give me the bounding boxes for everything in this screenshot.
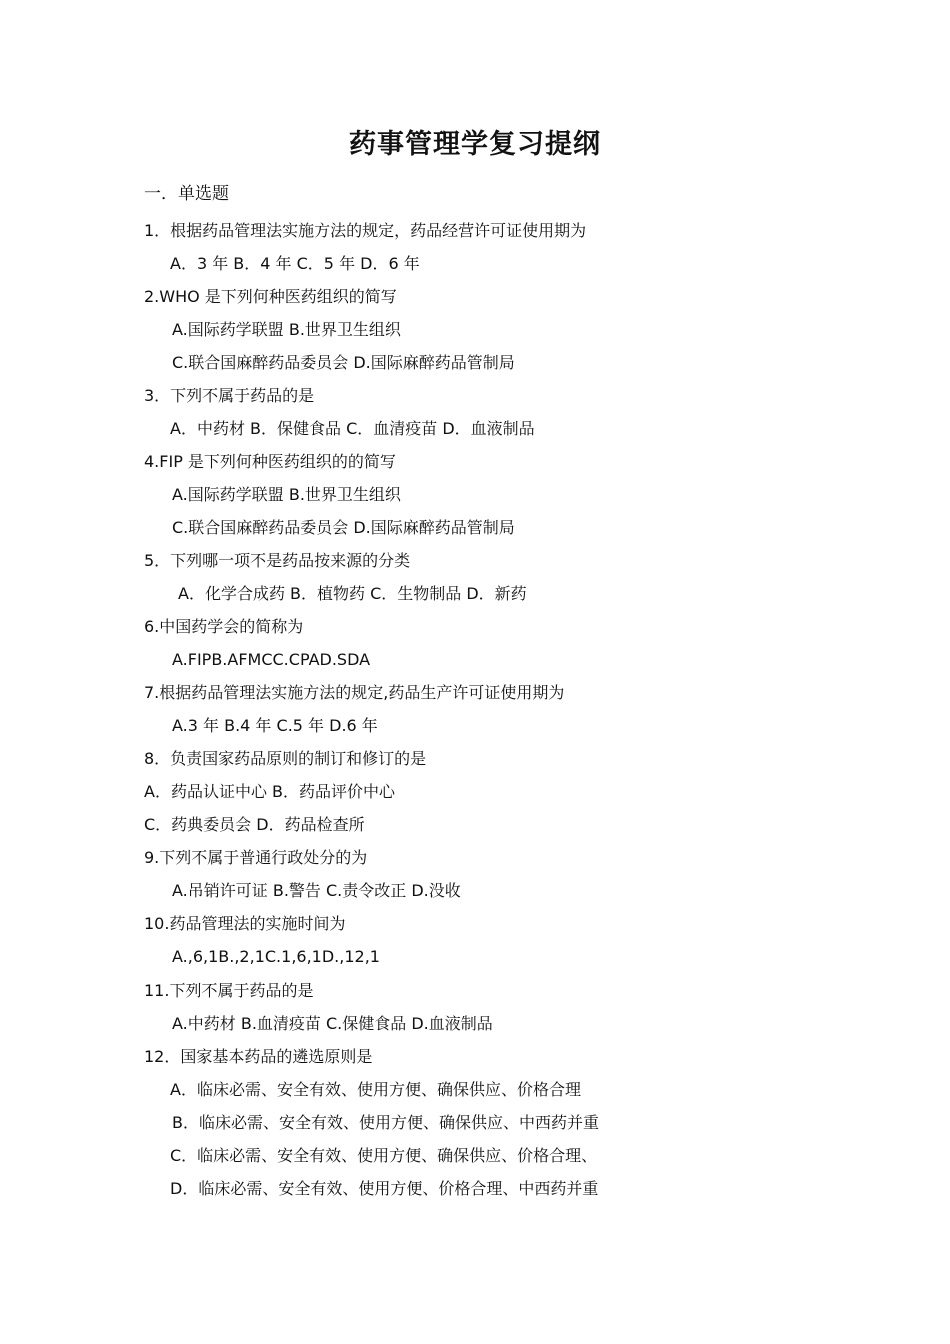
question-9-options: A.吊销许可证 B.警告 C.责令改正 D.没收 <box>172 881 461 900</box>
question-8-options-ab: A．药品认证中心 B．药品评价中心 <box>144 782 396 801</box>
question-7-options: A.3 年 B.4 年 C.5 年 D.6 年 <box>172 716 378 735</box>
question-3: 3．下列不属于药品的是 <box>144 386 315 405</box>
question-12: 12．国家基本药品的遴选原则是 <box>144 1047 373 1066</box>
question-5: 5．下列哪一项不是药品按来源的分类 <box>144 551 411 570</box>
question-11-options: A.中药材 B.血清疫苗 C.保健食品 D.血液制品 <box>172 1014 493 1033</box>
question-4: 4.FIP 是下列何种医药组织的的简写 <box>144 452 396 471</box>
question-4-options-ab: A.国际药学联盟 B.世界卫生组织 <box>172 485 401 504</box>
question-12-option-a: A．临床必需、安全有效、使用方便、确保供应、价格合理 <box>170 1080 581 1099</box>
question-5-options: A．化学合成药 B．植物药 C．生物制品 D．新药 <box>178 584 527 603</box>
section-heading: 一．单选题 <box>144 184 229 204</box>
question-6: 6.中国药学会的简称为 <box>144 617 304 636</box>
question-8: 8．负责国家药品原则的制订和修订的是 <box>144 749 427 768</box>
question-1-options: A．3 年 B．4 年 C．5 年 D．6 年 <box>170 254 420 273</box>
question-12-option-d: D．临床必需、安全有效、使用方便、价格合理、中西药并重 <box>170 1179 599 1198</box>
question-7: 7.根据药品管理法实施方法的规定,药品生产许可证使用期为 <box>144 683 565 702</box>
question-10-options: A.,6,1B.,2,1C.1,6,1D.,12,1 <box>172 947 380 966</box>
question-4-options-cd: C.联合国麻醉药品委员会 D.国际麻醉药品管制局 <box>172 518 515 537</box>
question-8-options-cd: C．药典委员会 D．药品检查所 <box>144 815 365 834</box>
question-12-option-b: B．临床必需、安全有效、使用方便、确保供应、中西药并重 <box>172 1113 599 1132</box>
page-title: 药事管理学复习提纲 <box>349 129 601 160</box>
question-3-options: A．中药材 B．保健食品 C．血清疫苗 D．血液制品 <box>170 419 535 438</box>
question-6-options: A.FIPB.AFMCC.CPAD.SDA <box>172 650 371 669</box>
question-12-option-c: C．临床必需、安全有效、使用方便、确保供应、价格合理、 <box>170 1146 598 1165</box>
question-2: 2.WHO 是下列何种医药组织的简写 <box>144 287 397 306</box>
question-1: 1．根据药品管理法实施方法的规定，药品经营许可证使用期为 <box>144 221 587 240</box>
question-9: 9.下列不属于普通行政处分的为 <box>144 848 368 867</box>
question-10: 10.药品管理法的实施时间为 <box>144 914 346 933</box>
question-2-options-ab: A.国际药学联盟 B.世界卫生组织 <box>172 320 401 339</box>
question-11: 11.下列不属于药品的是 <box>144 981 314 1000</box>
question-2-options-cd: C.联合国麻醉药品委员会 D.国际麻醉药品管制局 <box>172 353 515 372</box>
